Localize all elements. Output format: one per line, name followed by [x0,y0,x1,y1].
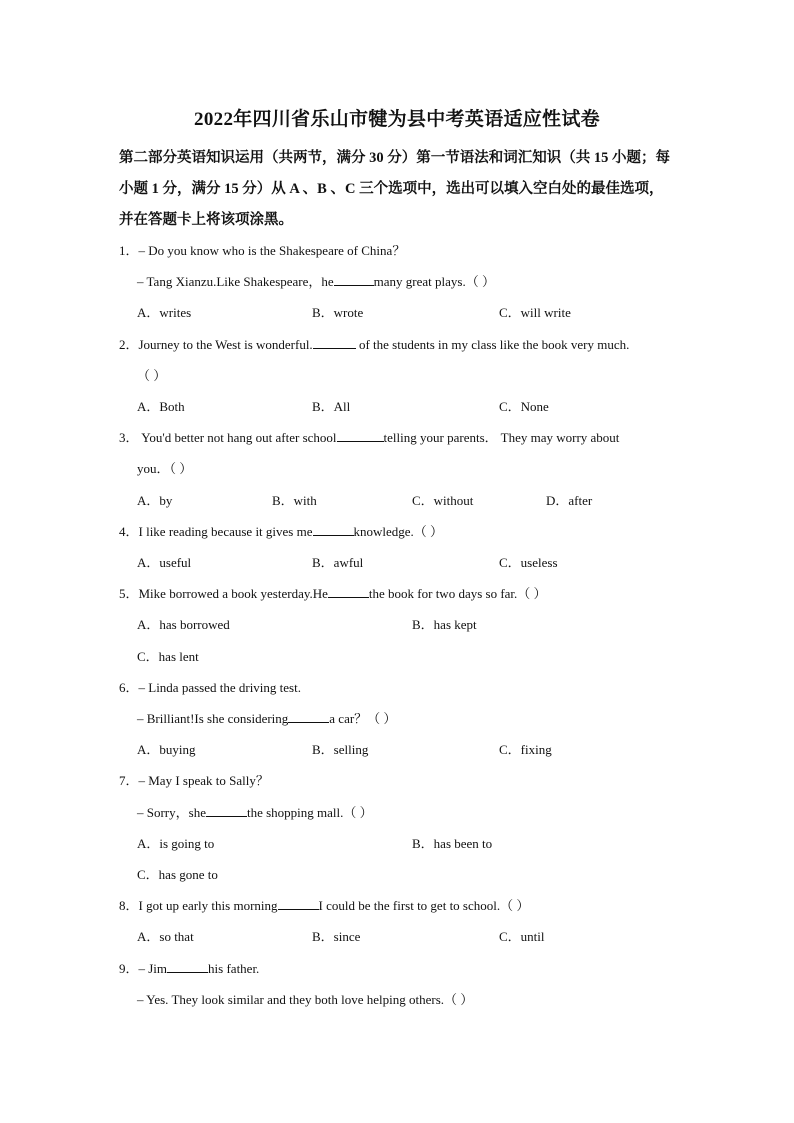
question-1-option-a[interactable]: A．writes [137,305,192,320]
question-2-answer-paren: （ ） [137,368,167,383]
question-6-option-a[interactable]: A．buying [137,742,196,757]
section-instructions-line-2: 小题 1 分，满分 15 分）从 A 、B 、C 三个选项中，选出可以填入空白处的最佳选项， [119,181,664,197]
answer-blank [313,336,356,349]
question-9-stem [119,958,259,977]
question-5-stem [119,583,547,602]
question-6-option-c[interactable]: C．fixing [499,742,552,757]
question-3-option-b[interactable]: B．with [272,493,317,508]
question-8-option-c[interactable]: C．until [499,929,545,944]
question-8-option-b[interactable]: B．since [312,929,361,944]
question-8-stem [119,895,529,914]
answer-blank [206,804,247,817]
question-8-text-after: I could be the first to get to school.（ ） [318,898,530,913]
question-4-option-a[interactable]: A．useful [137,555,192,570]
question-6-text-after: a car？（ ） [329,711,397,726]
question-3-text-before: 3． You'd better not hang out after school [119,430,337,445]
question-7-option-a[interactable]: A．is going to [137,836,215,851]
question-3-stem [119,427,619,446]
question-3-option-a[interactable]: A．by [137,493,173,508]
question-7-text-before: – Sorry，she [137,805,206,820]
answer-blank [334,273,374,286]
question-2-option-b[interactable]: B．All [312,399,351,414]
question-6-text-before: – Brilliant!Is she considering [137,711,289,726]
question-5-option-b[interactable]: B．has kept [412,617,477,632]
question-4-text-before: 4．I like reading because it gives me [119,524,313,539]
question-9-text-after: his father. [208,961,260,976]
question-8-option-a[interactable]: A．so that [137,929,194,944]
question-3-stem-continued: you．（ ） [137,461,193,476]
question-6-stem: 6．– Linda passed the driving test. [119,680,301,695]
question-7-text-after: the shopping mall.（ ） [246,805,373,820]
question-7-answer-line [137,802,373,821]
question-4-option-c[interactable]: C．useless [499,555,558,570]
question-4-text-after: knowledge.（ ） [353,524,444,539]
question-2-option-c[interactable]: C．None [499,399,549,414]
question-1-option-b[interactable]: B．wrote [312,305,364,320]
question-1-stem: 1．– Do you know who is the Shakespeare of China？ [119,243,406,258]
question-9-text-before: 9．– Jim [119,961,168,976]
question-6-option-b[interactable]: B．selling [312,742,369,757]
question-1-answer-line [137,271,495,290]
question-7-option-b[interactable]: B．has been to [412,836,493,851]
question-4-stem [119,521,443,540]
answer-blank [337,429,384,442]
question-1-option-c[interactable]: C．will write [499,305,571,320]
answer-blank [288,710,329,723]
question-5-option-a[interactable]: A．has borrowed [137,617,230,632]
question-2-text-after: of the students in my class like the book very much. [355,337,630,352]
section-instructions-line-3: 并在答题卡上将该项涂黑。 [119,212,293,228]
answer-blank [278,897,319,910]
answer-blank [313,523,354,536]
question-7-option-c[interactable]: C．has gone to [137,867,218,882]
question-6-answer-line [137,708,396,727]
answer-blank [328,585,369,598]
question-9-answer-line: – Yes. They look similar and they both love helping others.（ ） [137,992,474,1007]
question-3-text-after: telling your parents． They may worry about [383,430,620,445]
question-1-text-after: many great plays.（ ） [373,274,495,289]
question-8-text-before: 8．I got up early this morning [119,898,278,913]
question-2-text-before: 2．Journey to the West is wonderful. [119,337,313,352]
answer-blank [167,960,208,973]
question-5-text-after: the book for two days so far.（ ） [368,586,547,601]
question-2-stem [119,334,629,353]
question-2-option-a[interactable]: A．Both [137,399,185,414]
question-4-option-b[interactable]: B．awful [312,555,364,570]
question-3-option-c[interactable]: C．without [412,493,474,508]
question-5-option-c[interactable]: C．has lent [137,649,199,664]
question-5-text-before: 5．Mike borrowed a book yesterday.He [119,586,328,601]
page-title: 2022年四川省乐山市犍为县中考英语适应性试卷 [194,109,600,130]
question-7-stem: 7．– May I speak to Sally？ [119,773,269,788]
section-instructions-line-1: 第二部分英语知识运用（共两节，满分 30 分）第一节语法和词汇知识（共 15 小题；每 [119,150,670,166]
question-3-option-d[interactable]: D．after [546,493,593,508]
question-1-text-before: – Tang Xianzu.Like Shakespeare，he [137,274,334,289]
